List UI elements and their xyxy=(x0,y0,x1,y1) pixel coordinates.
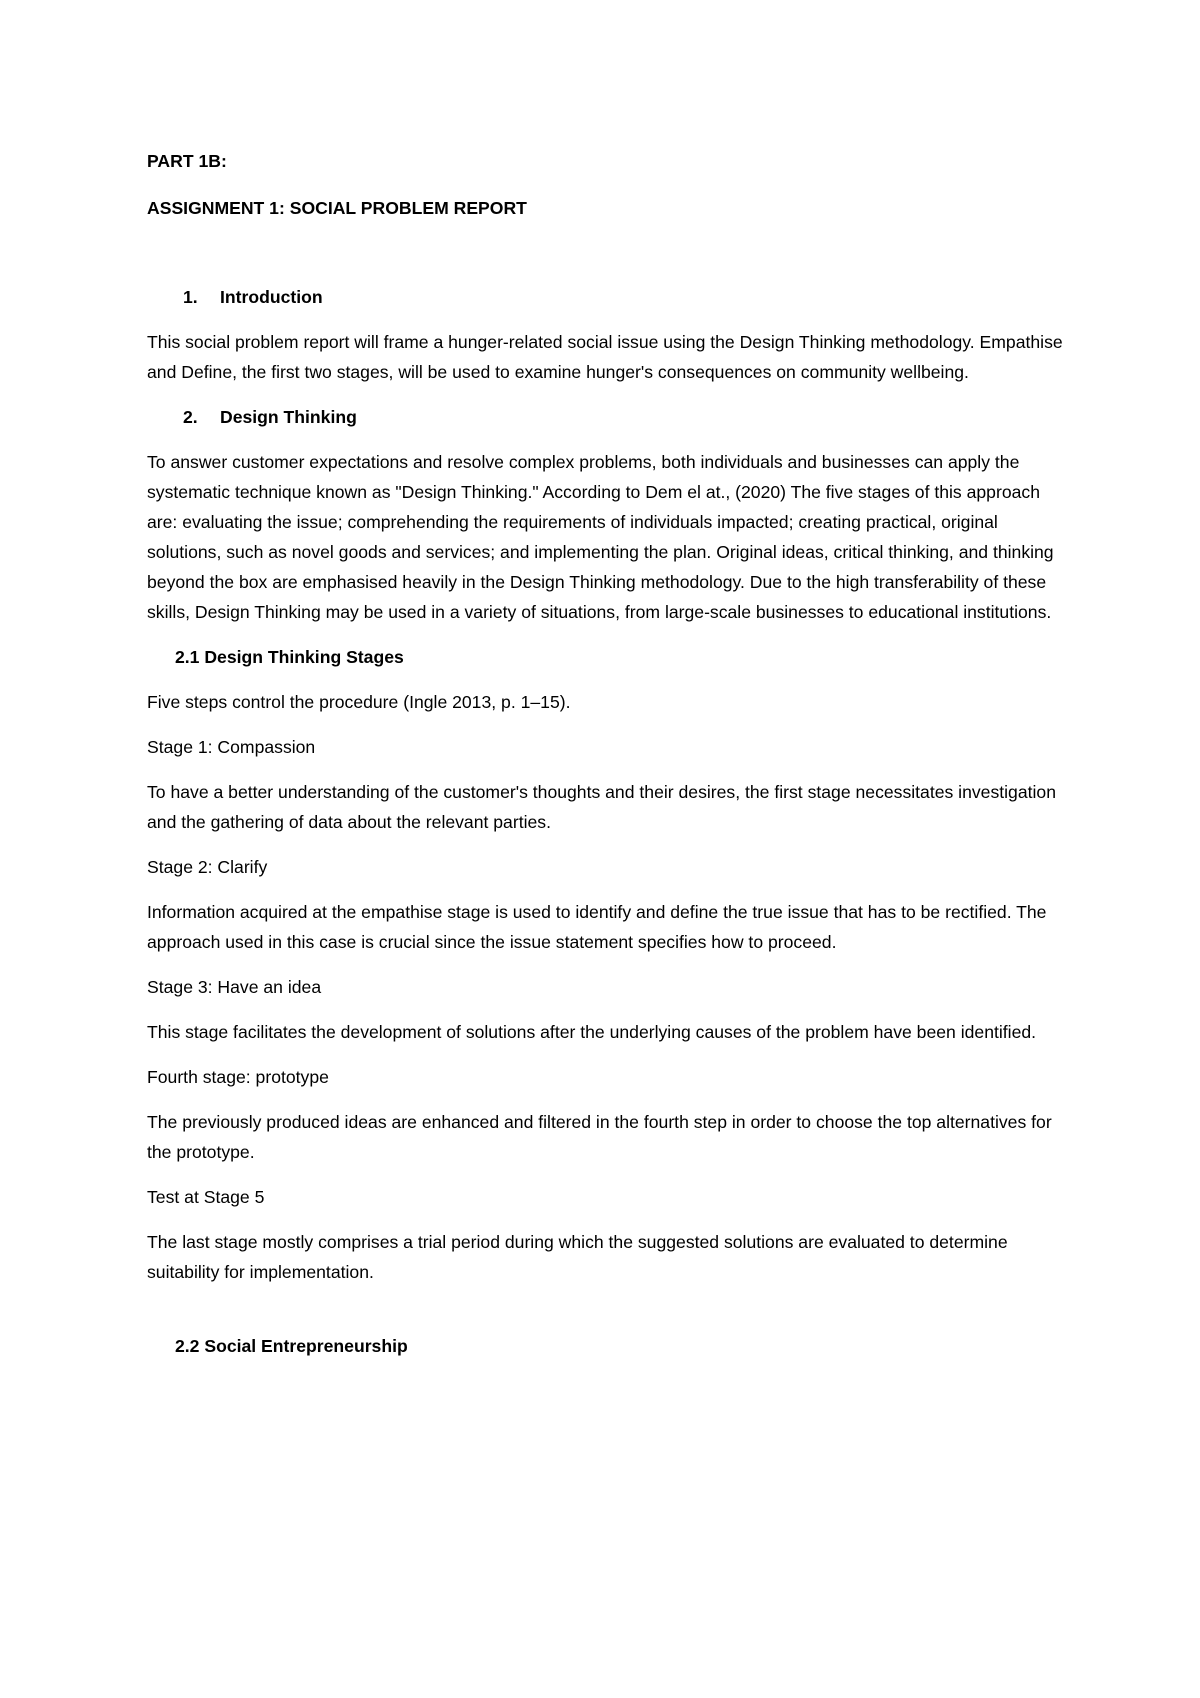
section-number: 2. xyxy=(183,407,198,427)
stage-paragraph: To have a better understanding of the customer's thoughts and their desires, the first stage necessitates investigation and the gathering of data about the relevant parties. xyxy=(147,782,1056,832)
section-heading-text: Design Thinking xyxy=(220,407,357,427)
stage-paragraph: The last stage mostly comprises a trial period during which the suggested solutions are evaluated to determine suitability for implementation. xyxy=(147,1232,1008,1282)
stage-paragraph: Information acquired at the empathise stage is used to identify and define the true issue that has to be rectified. The approach used in this case is crucial since the issue statement specifies how to proceed. xyxy=(147,902,1047,952)
section-heading-design-thinking xyxy=(147,402,1067,432)
stage-title: Test at Stage 5 xyxy=(147,1187,265,1207)
assignment-title: ASSIGNMENT 1: SOCIAL PROBLEM REPORT xyxy=(147,198,527,218)
section-heading-introduction xyxy=(147,282,1067,312)
stage-title: Fourth stage: prototype xyxy=(147,1067,329,1087)
stage-title: Stage 1: Compassion xyxy=(147,737,316,757)
stage-paragraph: This stage facilitates the development of solutions after the underlying causes of the problem have been identified. xyxy=(147,1022,1037,1042)
document-body xyxy=(147,146,1067,1376)
stage-title: Stage 3: Have an idea xyxy=(147,977,322,997)
stage-title: Stage 2: Clarify xyxy=(147,857,268,877)
stage-paragraph: The previously produced ideas are enhanced and filtered in the fourth step in order to choose the top alternatives for the prototype. xyxy=(147,1112,1052,1162)
introduction-paragraph: This social problem report will frame a hunger-related social issue using the Design Thinking methodology. Empathise and Define, the first two stages, will be used to examine hunger's consequences on community wellbeing. xyxy=(147,332,1063,382)
design-thinking-paragraph: To answer customer expectations and resolve complex problems, both individuals and businesses can apply the systematic technique known as "Design Thinking." According to Dem el at., (2020) The five stages of this approach are: evaluating the issue; comprehending the requirements of individuals impacted; creating practical, original solutions, such as novel goods and services; and implementing the plan. Original ideas, critical thinking, and thinking beyond the box are emphasised heavily in the Design Thinking methodology. Due to the high transferability of these skills, Design Thinking may be used in a variety of situations, from large-scale businesses to educational institutions. xyxy=(147,452,1054,622)
section-heading-text: Introduction xyxy=(220,287,323,307)
subsection-heading-stages: 2.1 Design Thinking Stages xyxy=(175,647,404,667)
stages-intro-paragraph: Five steps control the procedure (Ingle 2013, p. 1–15). xyxy=(147,692,571,712)
section-number: 1. xyxy=(183,287,198,307)
part-title: PART 1B: xyxy=(147,151,227,171)
subsection-heading-social-entrepreneurship: 2.2 Social Entrepreneurship xyxy=(175,1336,408,1356)
